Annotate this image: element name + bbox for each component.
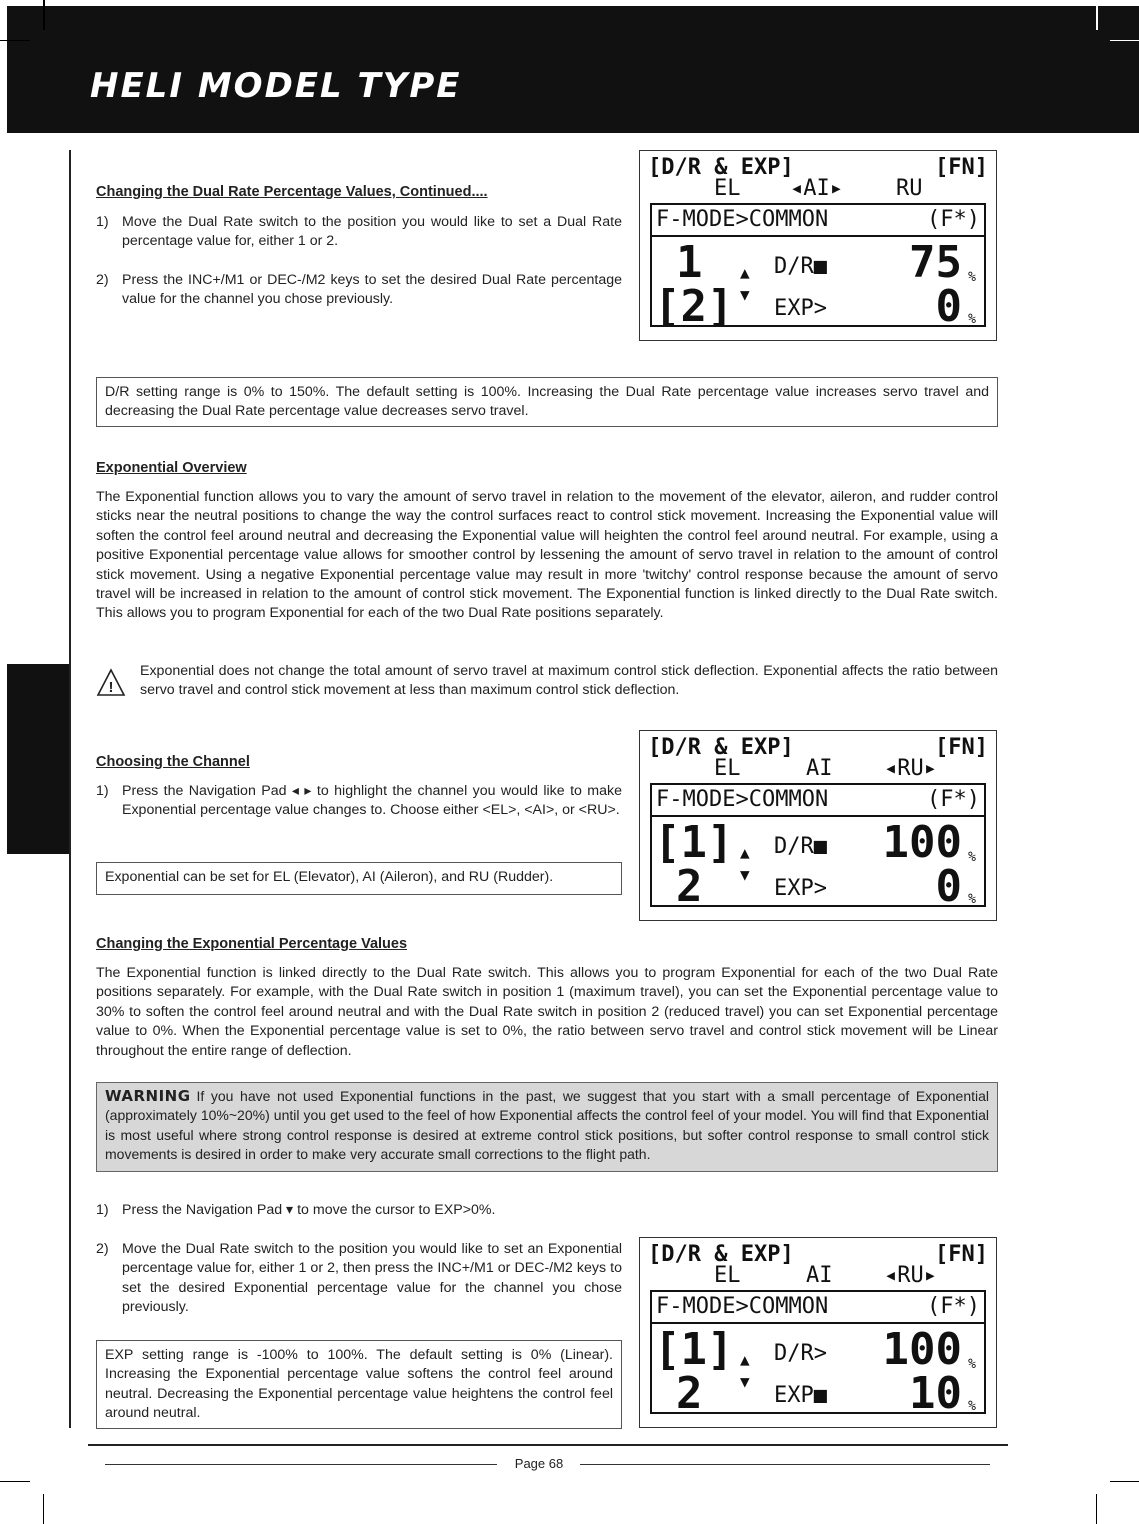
down-arrow-icon: ▼ — [740, 285, 750, 304]
warning-box — [96, 1082, 998, 1172]
step-item — [96, 1240, 622, 1320]
lcd-exp-label: EXP■ — [774, 1383, 827, 1408]
lcd-exp-label: EXP> — [774, 296, 827, 321]
exp-overview-body: The Exponential function allows you to vary the amount of servo travel in relation to the movement of the elevator, aileron, and rudder control sticks near the neutral positions to change the way the control surfaces react to control stick movement. Increasing the Exponential value will soften the control feel around neutral and decreasing the Exponential value will heighten the control feel around neutral. For example, using a positive Exponential percentage value allows for smoother control by lessening the amount of servo travel in relation to the amount of control stick movement. Using a negative Exponential percentage value may result in more 'twitchy' control response because the amount of servo travel will be increased in relation to the amount of control stick movement. The Exponential function is linked directly to the Dual Rate switch. This allows you to program Exponential for each of the two Dual Rate positions separately. — [96, 489, 998, 622]
lcd-percent: % — [968, 270, 976, 285]
warning-text: If you have not used Exponential functions in the past, we suggest that you start with a small percentage of Exponential (approximately 10%~20%) until you get used to the feel of how Exponential affects the control feel of your model. You will find that Exponential is most useful where strong control response is desired at extreme control stick positions, but softer control response to small control stick movements is desired in order to make very accurate small corrections to the flight path. — [105, 1088, 989, 1163]
step-item — [96, 1201, 998, 1221]
lcd-percent: % — [968, 850, 976, 865]
footer-line — [580, 1464, 990, 1465]
svg-text:!: ! — [108, 679, 114, 696]
lcd-position-2: 2 — [676, 861, 703, 912]
lcd-channel-ai: AI — [806, 756, 833, 781]
lcd-dr-label: D/R> — [774, 1341, 827, 1366]
crop-mark — [1110, 1481, 1139, 1482]
lcd-percent: % — [968, 1399, 976, 1414]
lcd-channel-el: EL — [714, 176, 741, 201]
changing-exp-body: The Exponential function is linked directly to the Dual Rate switch. This allows you to program Exponential for each of the two Dual Rate positions separately. For example, with the Dual Rate switch in position 1 (maximum travel), you can set the Exponential percentage value to 30% to soften the control feel around neutral and with the Dual Rate switch in position 2 (reduced travel) you can set Exponential percentage value to 0%. When the Exponential percentage value is set to 0%, the ratio between servo travel and control stick movement will be Linear throughout the entire range of deflection. — [96, 965, 998, 1059]
lcd-submode-flag: (F*) — [927, 787, 980, 812]
step-text: Press the INC+/M1 or DEC-/M2 keys to set the desired Dual Rate percentage value for the channel you chose previously. — [122, 272, 622, 308]
section-heading-changing-exp: Changing the Exponential Percentage Values — [96, 936, 408, 952]
caution-icon — [96, 668, 126, 698]
lcd-screen — [639, 1237, 997, 1428]
section-heading-choosing-channel: Choosing the Channel — [96, 754, 250, 770]
left-margin-rule — [69, 150, 71, 1428]
crop-mark — [43, 0, 45, 30]
step-number: 2) — [96, 272, 109, 288]
lcd-position-2: [2] — [654, 281, 734, 332]
lcd-position-1: 1 — [676, 237, 703, 288]
lcd-position-1: [1] — [654, 817, 734, 868]
lcd-submode — [652, 785, 984, 817]
lcd-channel-ru: RU — [896, 176, 923, 201]
lcd-exp-label: EXP> — [774, 876, 827, 901]
down-arrow-icon: ▼ — [740, 1372, 750, 1391]
lcd-channel-el: EL — [714, 1263, 741, 1288]
page-number: Page 68 — [514, 1456, 564, 1471]
footer-line — [105, 1464, 497, 1465]
lcd-title: [D/R & EXP] — [648, 735, 794, 760]
lcd-channel-ru: ◂RU▸ — [884, 756, 937, 781]
lcd-dr-value: 75 — [909, 237, 962, 288]
lcd-channel-ai: ◂AI▸ — [790, 176, 843, 201]
lcd-fn-label: [FN] — [935, 735, 988, 760]
note-exp-channels: Exponential can be set for EL (Elevator), AI (Aileron), and RU (Rudder). — [96, 862, 622, 895]
warning-label: WARNING — [105, 1087, 191, 1105]
step-number: 1) — [96, 1202, 109, 1218]
step-item — [96, 271, 622, 311]
lcd-submode-flag: (F*) — [927, 1294, 980, 1319]
step-text: Press the Navigation Pad ▾ to move the cursor to EXP>0%. — [122, 1202, 496, 1218]
lcd-position-1: [1] — [654, 1324, 734, 1375]
lcd-screen — [639, 150, 997, 341]
step-text: Press the Navigation Pad ◂ ▸ to highlight the channel you would like to make Exponential percentage value changes to. Choose either <EL>, <AI>, or <RU>. — [122, 783, 622, 819]
section-heading-exp-overview: Exponential Overview — [96, 460, 247, 476]
lcd-submode-flag: (F*) — [927, 207, 980, 232]
lcd-position-2: 2 — [676, 1368, 703, 1419]
up-arrow-icon: ▲ — [740, 843, 750, 862]
lcd-channel-ai: AI — [806, 1263, 833, 1288]
lcd-inner-panel — [650, 783, 986, 912]
lcd-submode-label: F-MODE>COMMON — [656, 207, 829, 232]
lcd-fn-label: [FN] — [935, 1242, 988, 1267]
caution-text: Exponential does not change the total amount of servo travel at maximum control stick deflection. Exponential affects the ratio between servo travel and control stick movement at less than maximum control stick deflection. — [140, 663, 998, 699]
crop-mark — [0, 40, 30, 41]
lcd-inner-panel — [650, 203, 986, 332]
down-arrow-icon: ▼ — [740, 865, 750, 884]
lcd-exp-value: 10 — [909, 1368, 962, 1419]
lcd-dr-label: D/R■ — [774, 834, 827, 859]
lcd-inner-panel — [650, 1290, 986, 1419]
crop-mark — [43, 1494, 44, 1524]
crop-mark — [0, 1481, 30, 1482]
lcd-screen — [639, 730, 997, 921]
step-text: Move the Dual Rate switch to the position you would like to set an Exponential percentage value for, either 1 or 2, then press the INC+/M1 or DEC-/M2 keys to set the desired Exponential percentage value for the channel you chose previously. — [122, 1241, 622, 1316]
lcd-percent: % — [968, 1357, 976, 1372]
lcd-submode — [652, 205, 984, 237]
lcd-exp-value: 0 — [935, 861, 962, 912]
up-arrow-icon: ▲ — [740, 263, 750, 282]
note-exp-range: EXP setting range is -100% to 100%. The default setting is 0% (Linear). Increasing the Exponential percentage value softens the control feel around neutral. Decreasing the Exponential percentage value heightens the control feel around neutral. — [96, 1340, 622, 1429]
lcd-exp-value: 0 — [935, 281, 962, 332]
step-item — [96, 213, 622, 253]
bottom-rule — [88, 1444, 1008, 1446]
page-title: HELI MODEL TYPE — [90, 66, 462, 106]
crop-mark — [1096, 1494, 1097, 1524]
step-number: 2) — [96, 1241, 109, 1257]
section-tab — [7, 664, 69, 854]
lcd-title: [D/R & EXP] — [648, 155, 794, 180]
step-item — [96, 782, 622, 842]
lcd-dr-value: 100 — [882, 817, 962, 868]
lcd-title: [D/R & EXP] — [648, 1242, 794, 1267]
lcd-submode — [652, 1292, 984, 1324]
lcd-fn-label: [FN] — [935, 155, 988, 180]
step-number: 1) — [96, 783, 109, 799]
lcd-dr-label: D/R■ — [774, 254, 827, 279]
lcd-percent: % — [968, 892, 976, 907]
crop-mark — [1110, 40, 1139, 41]
up-arrow-icon: ▲ — [740, 1350, 750, 1369]
step-text: Move the Dual Rate switch to the position you would like to set a Dual Rate percentage value for, either 1 or 2. — [122, 214, 622, 250]
step-number: 1) — [96, 214, 109, 230]
lcd-submode-label: F-MODE>COMMON — [656, 1294, 829, 1319]
lcd-dr-value: 100 — [882, 1324, 962, 1375]
lcd-percent: % — [968, 312, 976, 327]
lcd-channel-el: EL — [714, 756, 741, 781]
section-heading-dual-rate: Changing the Dual Rate Percentage Values, Continued.... — [96, 184, 488, 200]
lcd-submode-label: F-MODE>COMMON — [656, 787, 829, 812]
crop-mark — [1096, 0, 1098, 30]
lcd-channel-ru: ◂RU▸ — [884, 1263, 937, 1288]
note-dr-range: D/R setting range is 0% to 150%. The default setting is 100%. Increasing the Dual Rate percentage value increases servo travel and decreasing the Dual Rate percentage value decreases servo travel. — [96, 377, 998, 427]
